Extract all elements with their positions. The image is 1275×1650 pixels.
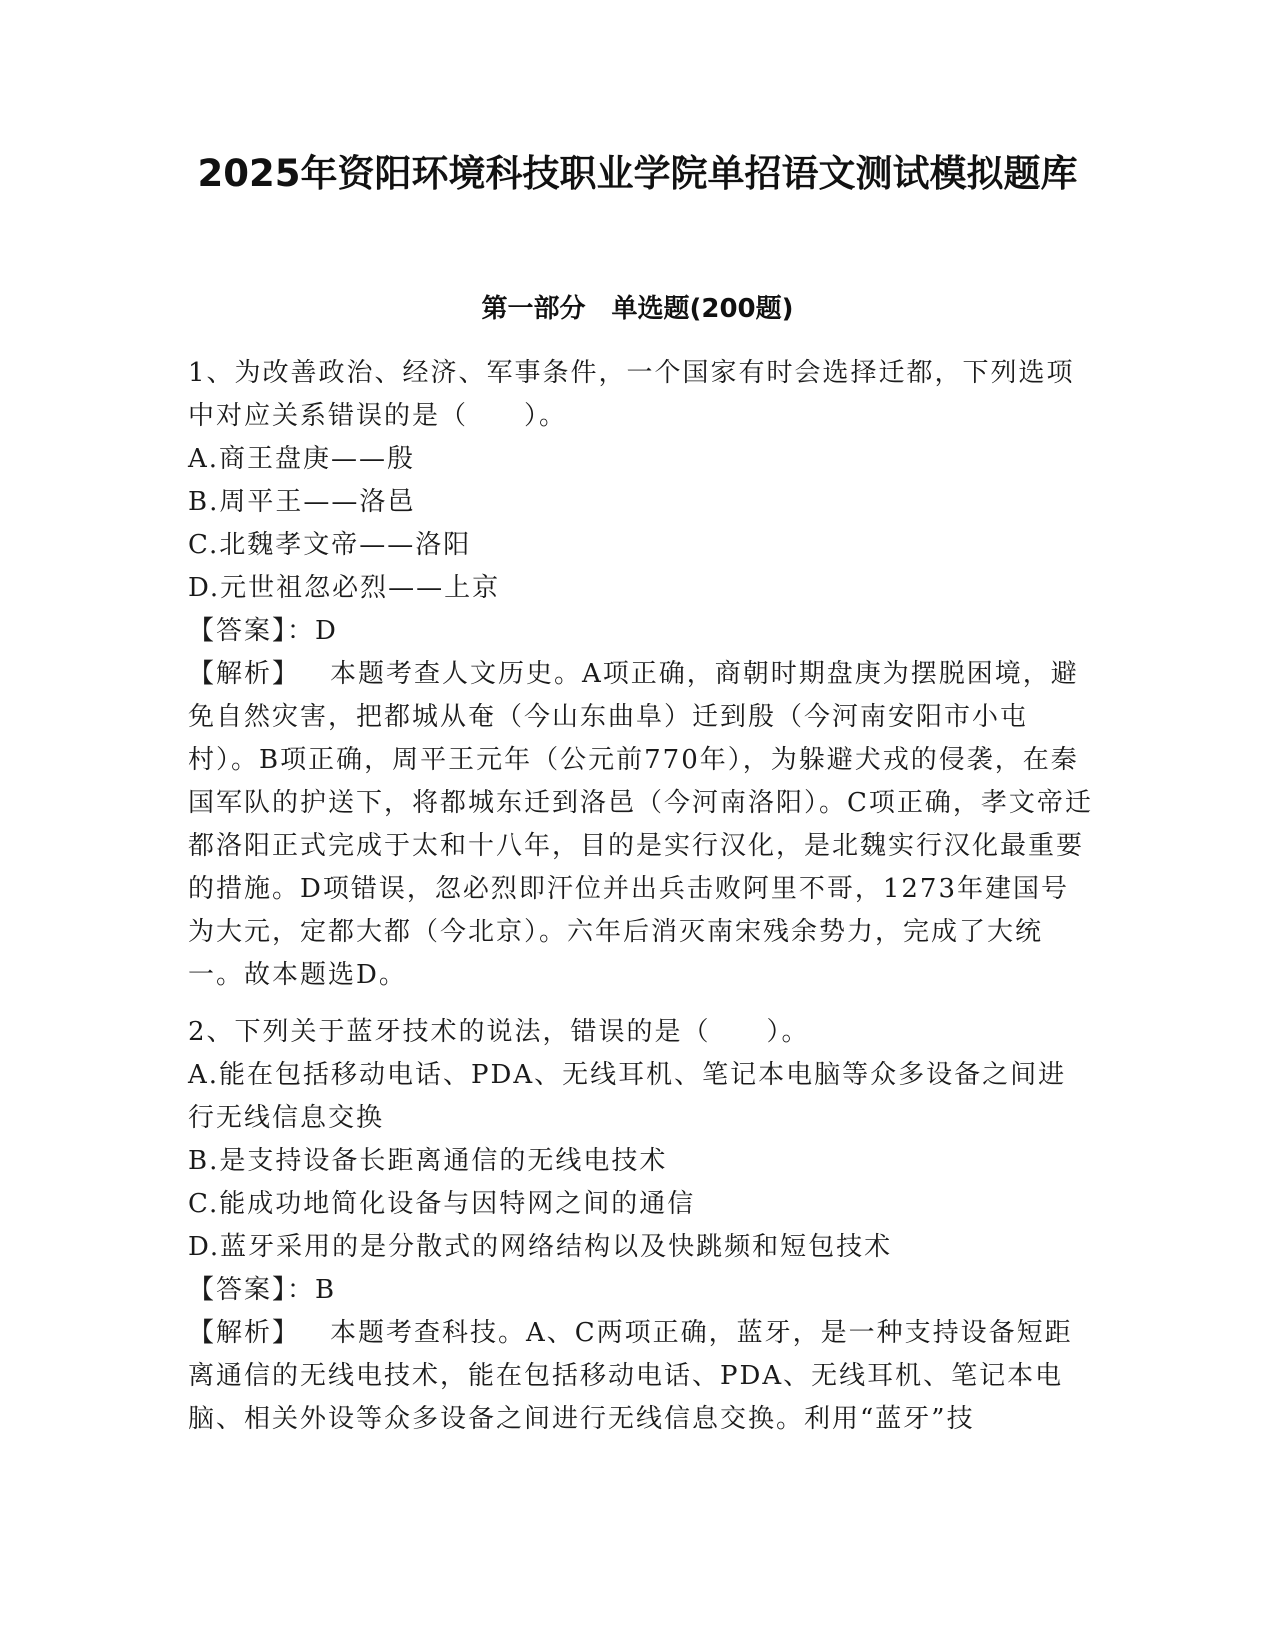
option-d: D.蓝牙采用的是分散式的网络结构以及快跳频和短包技术	[188, 1232, 893, 1262]
option-a: A.能在包括移动电话、PDA、无线耳机、笔记本电脑等众多设备之间进行无线信息交换	[188, 1060, 1067, 1133]
question-stem: 1、为改善政治、经济、军事条件，一个国家有时会选择迁都，下列选项中对应关系错误的是（ ）。	[188, 358, 1075, 431]
answer-line: 【答案】：B	[188, 1275, 337, 1305]
question-item	[188, 1011, 1093, 1441]
option-c: C.能成功地简化设备与因特网之间的通信	[188, 1189, 696, 1219]
analysis-paragraph	[188, 653, 1093, 997]
option-d: D.元世祖忽必烈——上京	[188, 573, 501, 603]
analysis-paragraph	[188, 1312, 1093, 1441]
option-b: B.周平王——洛邑	[188, 487, 416, 517]
analysis-text: 本题考查人文历史。A项正确，商朝时期盘庚为摆脱困境，避免自然灾害，把都城从奄（今山东曲阜）迁到殷（今河南安阳市小屯村）。B项正确，周平王元年（公元前770年），为躲避犬戎的侵袭，在秦国军队的护送下，将都城东迁到洛邑（今河南洛阳）。C项正确，孝文帝迁都洛阳正式完成于太和十八年，目的是实行汉化，是北魏实行汉化最重要的措施。D项错误，忽必烈即汗位并出兵击败阿里不哥，1273年建国号为大元，定都大都（今北京）。六年后消灭南宋残余势力，完成了大统一。故本题选D。	[188, 659, 1093, 990]
analysis-label: 【解析】	[188, 1318, 301, 1348]
document-title: 2025年资阳环境科技职业学院单招语文测试模拟题库	[197, 152, 1078, 195]
answer-line: 【答案】：D	[188, 616, 338, 646]
question-stem: 2、下列关于蓝牙技术的说法，错误的是（ ）。	[188, 1017, 810, 1047]
section-heading: 第一部分 单选题(200题)	[481, 294, 794, 324]
analysis-text: 本题考查科技。A、C两项正确，蓝牙，是一种支持设备短距离通信的无线电技术，能在包括移动电话、PDA、无线耳机、笔记本电脑、相关外设等众多设备之间进行无线信息交换。利用“蓝牙”技	[188, 1318, 1073, 1434]
option-c: C.北魏孝文帝——洛阳	[188, 530, 472, 560]
option-a: A.商王盘庚——殷	[188, 444, 416, 474]
question-item	[188, 352, 1093, 997]
option-b: B.是支持设备长距离通信的无线电技术	[188, 1146, 668, 1176]
analysis-label: 【解析】	[188, 659, 301, 689]
question-list	[188, 352, 1093, 1455]
